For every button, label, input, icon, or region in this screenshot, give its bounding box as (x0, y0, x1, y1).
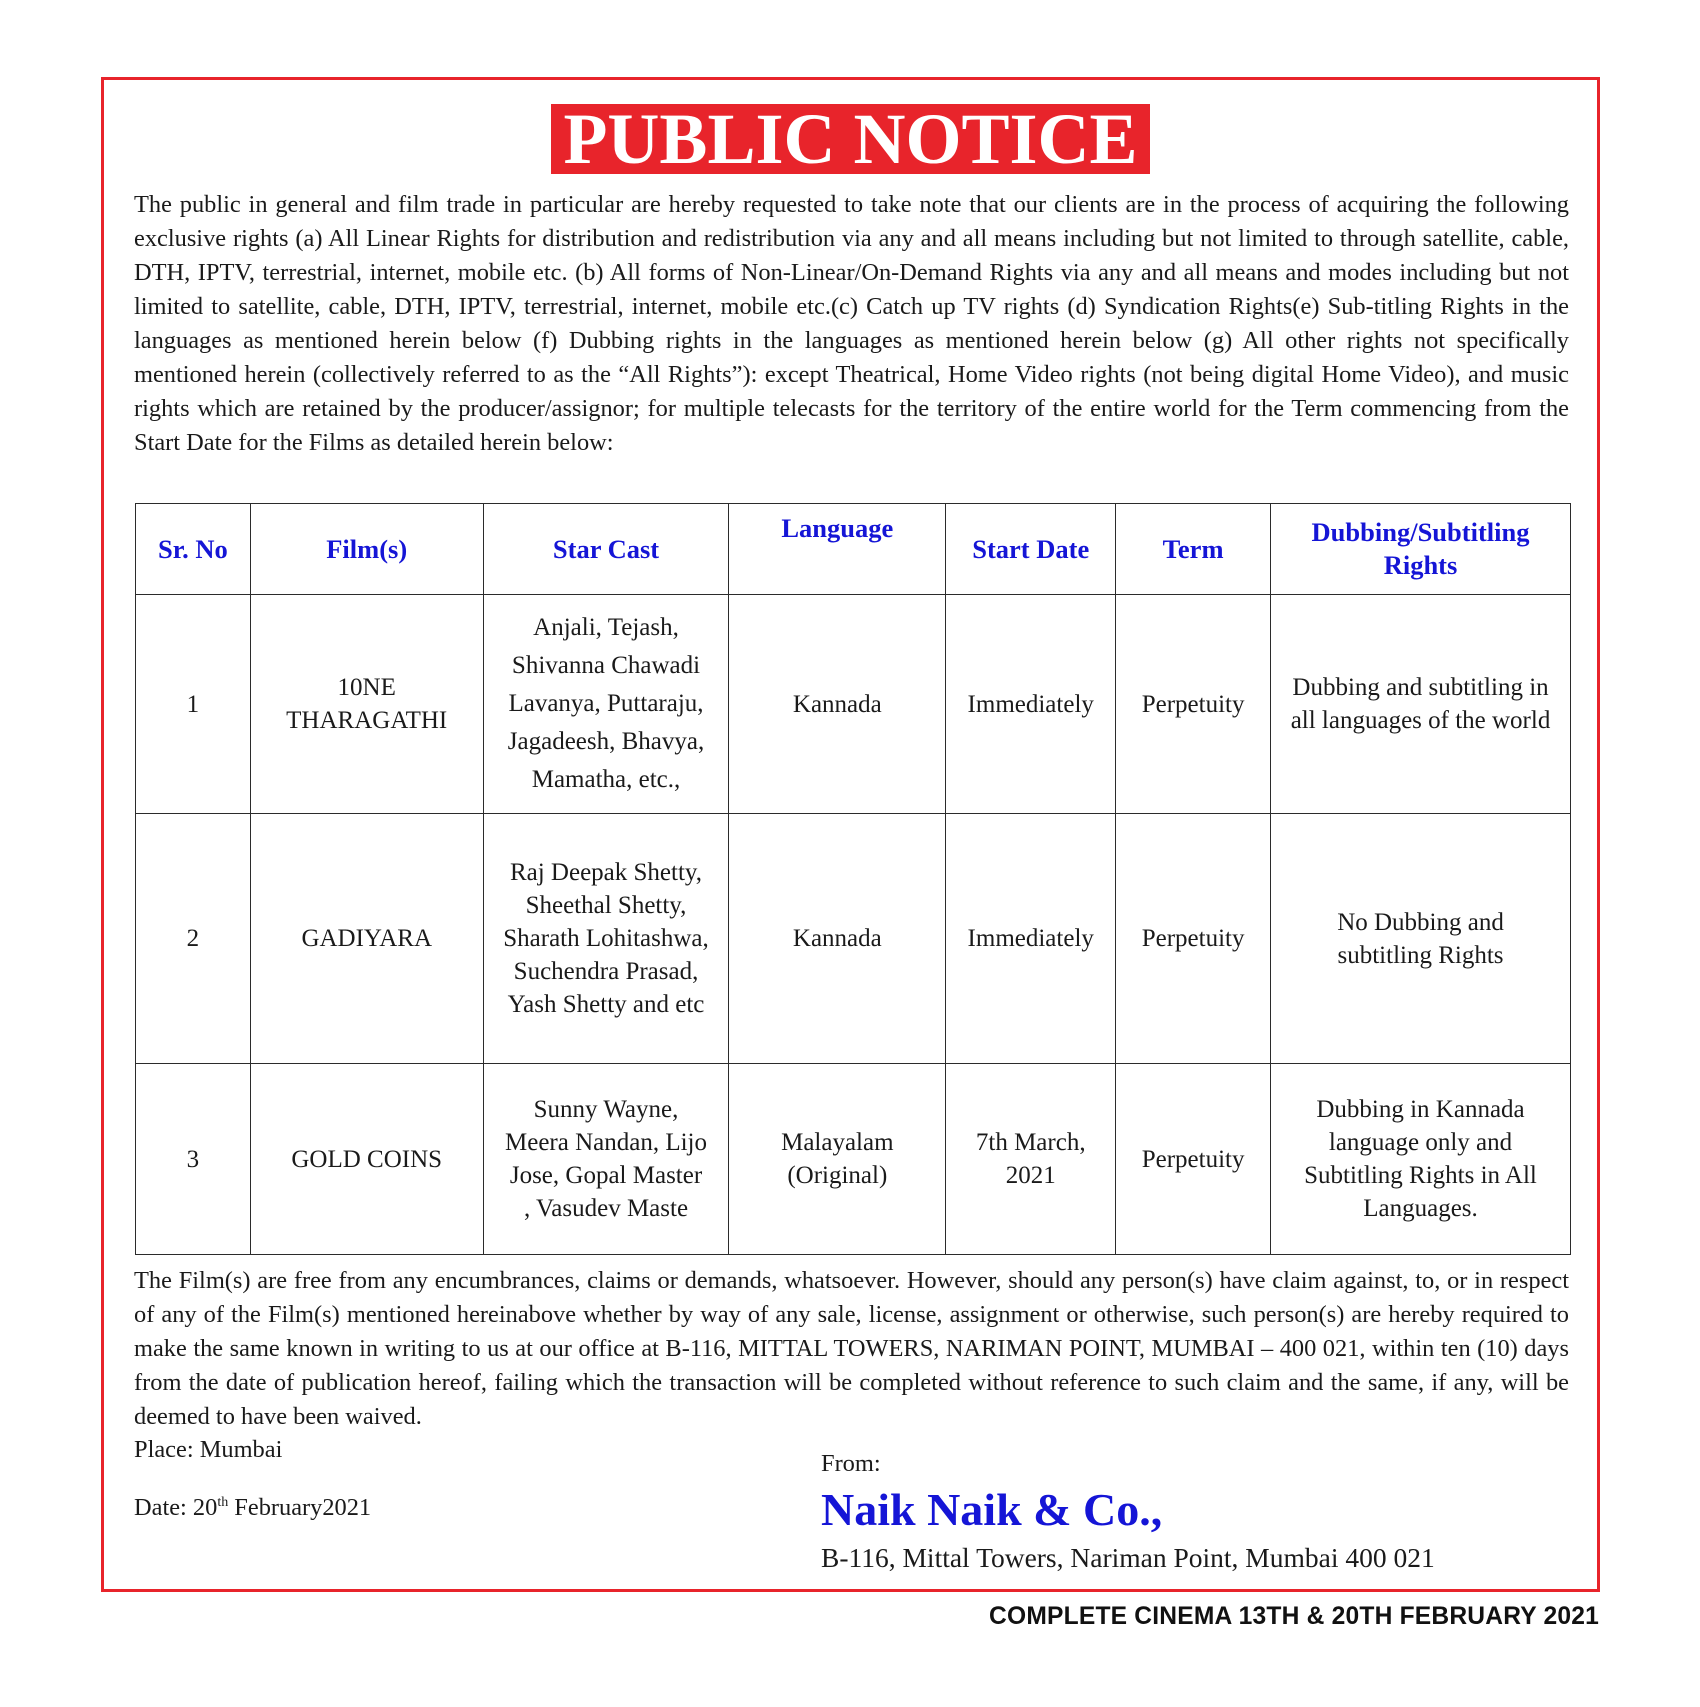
header-dubbing-subtitling: Dubbing/Subtitling Rights (1271, 504, 1571, 595)
cell-term: Perpetuity (1116, 595, 1271, 814)
table-row (136, 814, 1571, 1064)
films-table (135, 503, 1571, 1255)
cell-term: Perpetuity (1116, 814, 1271, 1064)
cell-film: GADIYARA (250, 814, 483, 1064)
cell-cast: Anjali, Tejash, Shivanna Chawadi Lavanya, Puttaraju, Jagadeesh, Bhavya, Mamatha, etc., (483, 595, 729, 814)
cell-cast: Raj Deepak Shetty, Sheethal Shetty, Sharath Lohitashwa, Suchendra Prasad, Yash Shetty and etc (483, 814, 729, 1064)
cell-term: Perpetuity (1116, 1064, 1271, 1255)
header-language: Language (729, 504, 946, 595)
from-label: From: (821, 1450, 881, 1477)
header-sr-no: Sr. No (136, 504, 251, 595)
header-films: Film(s) (250, 504, 483, 595)
cell-language: Kannada (729, 814, 946, 1064)
date-suffix: February2021 (228, 1494, 372, 1521)
intro-paragraph: The public in general and film trade in particular are hereby requested to take note that our clients are in the process of acquiring the following exclusive rights (a) All Linear Rights for distribution and redistribution via any and all means including but not limited to through satellite, cable, DTH, IPTV, terrestrial, internet, mobile etc. (b) All forms of Non-Linear/On-Demand Rights via any and all means and modes including but not limited to satellite, cable, DTH, IPTV, terrestrial, internet, mobile etc.(c) Catch up TV rights (d) Syndication Rights(e) Sub-titling Rights in the languages as mentioned herein below (f) Dubbing rights in the languages as mentioned herein below (g) All other rights not specifically mentioned herein (collectively referred to as the “All Rights”): except Theatrical, Home Video rights (not being digital Home Video), and music rights which are retained by the producer/assignor; for multiple telecasts for the territory of the entire world for the Term commencing from the Start Date for the Films as detailed herein below: (134, 191, 1569, 456)
cell-sr: 1 (136, 595, 251, 814)
title-wrap (104, 99, 1597, 179)
page-title: PUBLIC NOTICE (551, 104, 1149, 174)
cell-rights: Dubbing and subtitling in all languages of the world (1271, 595, 1571, 814)
notice-frame (101, 77, 1600, 1592)
publication-footer: COMPLETE CINEMA 13TH & 20TH FEBRUARY 2021 (989, 1603, 1599, 1630)
cell-start-date: 7th March, 2021 (946, 1064, 1116, 1255)
firm-address: B-116, Mittal Towers, Nariman Point, Mumbai 400 021 (821, 1542, 1435, 1573)
cell-rights: Dubbing in Kannada language only and Subtitling Rights in All Languages. (1271, 1064, 1571, 1255)
cell-rights: No Dubbing and subtitling Rights (1271, 814, 1571, 1064)
table-header-row (136, 504, 1571, 595)
cell-sr: 2 (136, 814, 251, 1064)
date (134, 1494, 371, 1522)
cell-film: GOLD COINS (250, 1064, 483, 1255)
cell-sr: 3 (136, 1064, 251, 1255)
table-row (136, 595, 1571, 814)
table-row (136, 1064, 1571, 1255)
cell-language: Kannada (729, 595, 946, 814)
header-start-date: Start Date (946, 504, 1116, 595)
date-ordinal: th (217, 1494, 229, 1510)
cell-start-date: Immediately (946, 595, 1116, 814)
cell-film: 10NE THARAGATHI (250, 595, 483, 814)
closing-paragraph: The Film(s) are free from any encumbrances, claims or demands, whatsoever. However, should any person(s) have claim against, to, or in respect of any of the Film(s) mentioned hereinabove whether by way of any sale, license, assignment or otherwise, such person(s) are hereby required to make the same known in writing to us at our office at B-116, MITTAL TOWERS, NARIMAN POINT, MUMBAI – 400 021, within ten (10) days from the date of publication hereof, failing which the transaction will be completed without reference to such claim and the same, if any, will be deemed to have been waived. (134, 1267, 1569, 1430)
cell-language: Malayalam (Original) (729, 1064, 946, 1255)
header-star-cast: Star Cast (483, 504, 729, 595)
place: Place: Mumbai (134, 1436, 283, 1463)
cell-cast: Sunny Wayne, Meera Nandan, Lijo Jose, Gopal Master , Vasudev Maste (483, 1064, 729, 1255)
firm-name: Naik Naik & Co., (821, 1484, 1163, 1535)
cell-start-date: Immediately (946, 814, 1116, 1064)
header-term: Term (1116, 504, 1271, 595)
date-prefix: Date: 20 (134, 1494, 218, 1521)
